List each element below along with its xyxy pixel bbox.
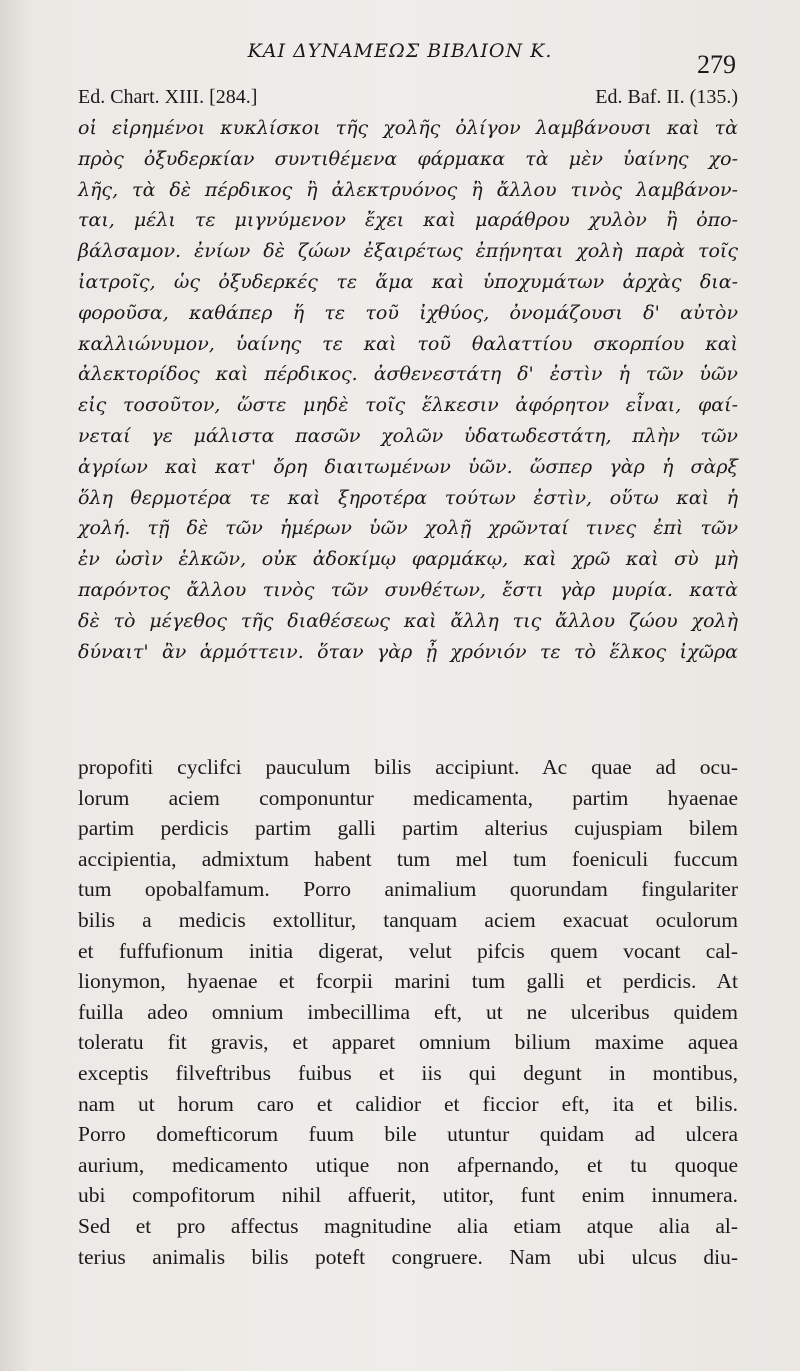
- running-title: ΚΑΙ ΔΥΝΑΜΕΩΣ ΒΙΒΛΙΟΝ Κ.: [247, 40, 553, 62]
- latin-line: lionymon, hyaenae et fcorpii marini tum galli et perdicis. At: [78, 969, 738, 994]
- latin-line: aurium, medicamento utique non afpernando, et tu quoque: [78, 1152, 738, 1177]
- greek-line: λῆς, τὰ δὲ πέρδικος ἢ ἀλεκτρυόνος ἢ ἄλλου τινὸς λαμβάνον-: [78, 178, 738, 201]
- greek-line: νεταί γε μάλιστα πασῶν χολῶν ὑδατωδεστάτη, πλὴν τῶν: [78, 424, 738, 447]
- edition-chart-ref: Ed. Chart. XIII. [284.]: [78, 86, 258, 108]
- latin-line: accipientia, admixtum habent tum mel tum foeniculi fuccum: [78, 846, 738, 871]
- latin-line: tum opobalfamum. Porro animalium quorundam fingulariter: [78, 877, 738, 902]
- latin-line: ubi compofitorum nihil affuerit, utitor, funt enim innumera.: [78, 1183, 738, 1208]
- latin-line: terius animalis bilis poteft congruere. Nam ubi ulcus diu-: [78, 1244, 738, 1269]
- greek-line: δύναιτ' ἂν ἁρμόττειν. ὅταν γὰρ ᾖ χρόνιόν τε τὸ ἕλκος ἰχῶρα: [78, 640, 738, 663]
- latin-line: nam ut horum caro et calidior et ficcior eft, ita et bilis.: [78, 1091, 738, 1116]
- greek-line: χολή. τῇ δὲ τῶν ἡμέρων ὑῶν χολῇ χρῶνταί τινες ἐπὶ τῶν: [78, 517, 738, 540]
- greek-line: ἰατροῖς, ὡς ὀξυδερκές τε ἅμα καὶ ὑποχυμάτων ἀρχὰς δια-: [78, 270, 738, 293]
- latin-line: toleratu fit gravis, et apparet omnium bilium maxime aquea: [78, 1030, 738, 1055]
- greek-line: οἱ εἰρημένοι κυκλίσκοι τῆς χολῆς ὀλίγον λαμβάνουσι καὶ τὰ: [78, 117, 738, 139]
- latin-line: fuilla adeo omnium imbecillima eft, ut ne ulceribus quidem: [78, 999, 738, 1024]
- greek-line: βάλσαμον. ἐνίων δὲ ζώων ἐξαιρέτως ἐπῄνηται χολὴ παρὰ τοῖς: [78, 240, 738, 263]
- greek-line: ται, μέλι τε μιγνύμενον ἔχει καὶ μαράθρου χυλὸν ἢ ὀπο-: [78, 209, 738, 232]
- greek-line: ἀγρίων καὶ κατ' ὄρη διαιτωμένων ὑῶν. ὥσπερ γὰρ ἡ σὰρξ: [78, 455, 738, 478]
- latin-line: et fuffufionum initia digerat, velut pifcis quem vocant cal-: [78, 938, 738, 963]
- latin-line: Porro domefticorum fuum bile utuntur quidam ad ulcera: [78, 1122, 738, 1147]
- latin-line: partim perdicis partim galli partim alterius cujuspiam bilem: [78, 816, 738, 841]
- greek-line: εἰς τοσοῦτον, ὥστε μηδὲ τοῖς ἕλκεσιν ἀφόρητον εἶναι, φαί-: [78, 394, 738, 417]
- latin-line: lorum aciem componuntur medicamenta, partim hyaenae: [78, 785, 738, 810]
- greek-line: δὲ τὸ μέγεθος τῆς διαθέσεως καὶ ἄλλη τις ἄλλου ζώου χολὴ: [78, 609, 738, 632]
- latin-text-block: [78, 752, 738, 1272]
- greek-line: παρόντος ἄλλου τινὸς τῶν συνθέτων, ἔστι γὰρ μυρία. κατὰ: [78, 578, 738, 601]
- greek-line: φοροῦσα, καθάπερ ἥ τε τοῦ ἰχθύος, ὀνομάζουσι δ' αὐτὸν: [78, 301, 738, 324]
- greek-line: ἀλεκτορίδος καὶ πέρδικος. ἀσθενεστάτη δ' ἐστὶν ἡ τῶν ὑῶν: [78, 363, 738, 386]
- greek-line: ὅλη θερμοτέρα τε καὶ ξηροτέρα τούτων ἐστὶν, οὕτω καὶ ἡ: [78, 486, 738, 509]
- latin-line: propofiti cyclifci pauculum bilis accipiunt. Ac quae ad ocu-: [78, 755, 738, 779]
- latin-line: exceptis filveftribus fuibus et iis qui degunt in montibus,: [78, 1060, 738, 1085]
- latin-line: Sed et pro affectus magnitudine alia etiam atque alia al-: [78, 1213, 738, 1238]
- latin-line: bilis a medicis extollitur, tanquam aciem exacuat oculorum: [78, 907, 738, 932]
- page-number: 279: [697, 50, 736, 79]
- greek-text-block: [78, 113, 738, 667]
- greek-line: καλλιώνυμον, ὑαίνης τε καὶ τοῦ θαλαττίου σκορπίου καὶ: [78, 332, 738, 355]
- edition-bas-ref: Ed. Baf. II. (135.): [595, 86, 738, 108]
- greek-line: ἐν ὠσὶν ἑλκῶν, οὐκ ἀδοκίμῳ φαρμάκῳ, καὶ χρῶ καὶ σὺ μὴ: [78, 548, 738, 571]
- greek-line: πρὸς ὀξυδερκίαν συντιθέμενα φάρμακα τὰ μὲν ὑαίνης χο-: [78, 147, 738, 170]
